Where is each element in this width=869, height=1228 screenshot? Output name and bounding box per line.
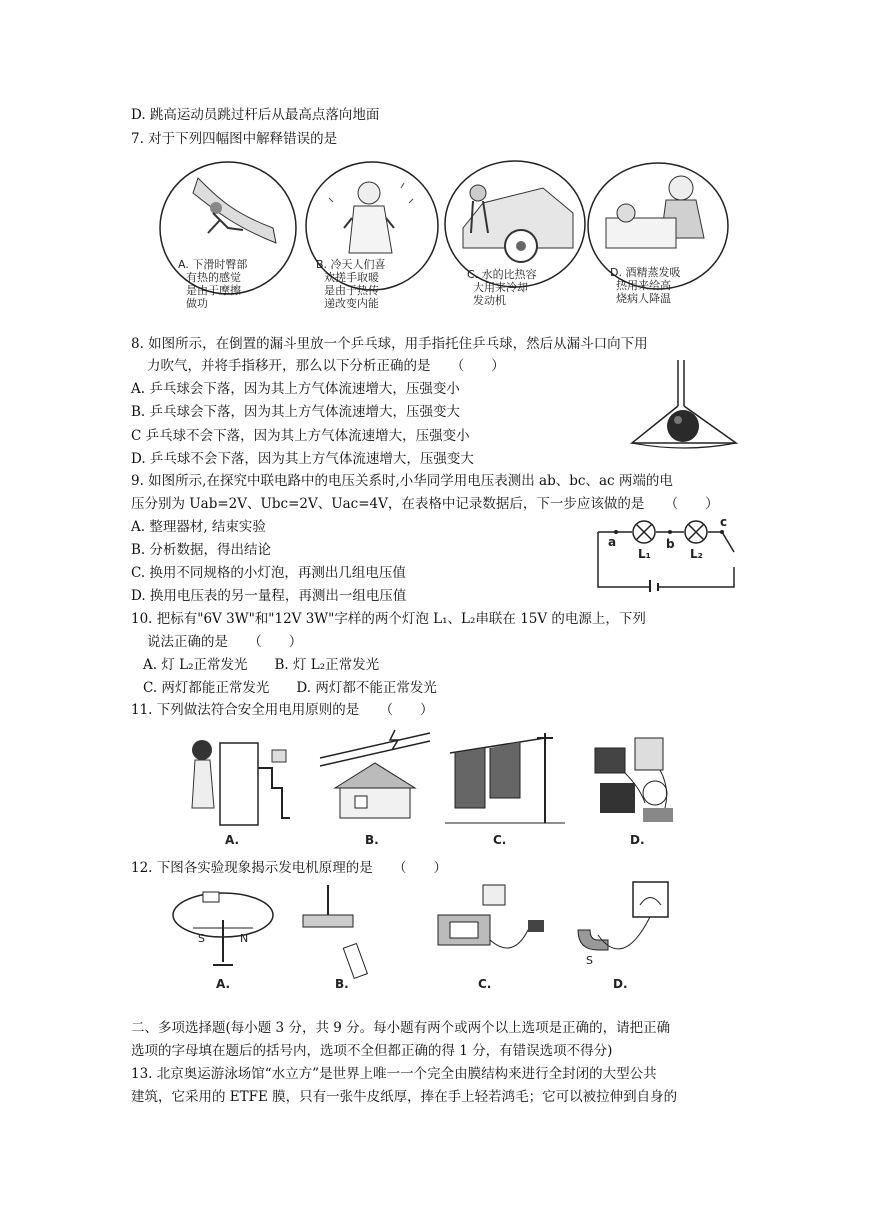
fig7-a-cap2: 有热的感觉	[186, 271, 241, 284]
svg-text:发动机	[473, 293, 506, 307]
svg-text:C.	[493, 833, 506, 847]
fig11-label-d: D.	[630, 833, 645, 847]
q8-option-b: B. 乒乓球会下落，因为其上方气体流速增大，压强变大	[131, 404, 461, 420]
svg-text:D.	[613, 977, 628, 991]
svg-text:c	[720, 515, 727, 529]
funnel-figure	[628, 358, 740, 453]
q9-option-b: B. 分析数据，得出结论	[131, 542, 272, 558]
option-d-line: D. 跳高运动员跳过杆后从最高点落向地面	[131, 107, 380, 123]
svg-text:S	[198, 932, 205, 945]
fig11-a-fridge	[192, 740, 290, 847]
svg-text:是由于摩擦	[186, 283, 241, 297]
figure-11	[180, 728, 700, 850]
fig7-b-cap2: 欢搓手取暖	[324, 271, 379, 284]
question-13-line2: 建筑，它采用的 ETFE 膜，只有一张牛皮纸厚，捧在手上轻若鸿毛；它可以被拉伸到自身的	[131, 1089, 678, 1105]
fig7-b-hands	[306, 162, 438, 308]
question-10-line2: 说法正确的是 （ ）	[147, 634, 303, 650]
q9-option-d: D. 换用电压表的另一量程，再测出一组电压值	[131, 588, 407, 604]
fig7-d-cap1: D. 酒精蒸发吸	[610, 266, 681, 279]
question-9-line2: 压分别为 Uab=2V、Ubc=2V、Uac=4V，在表格中记录数据后，下一步应该做的是 （ ）	[131, 496, 719, 512]
fig7-a-slide	[160, 162, 296, 308]
svg-text:b	[666, 537, 675, 551]
svg-text:L₁	[638, 547, 651, 561]
fig11-c-laundry	[445, 733, 565, 847]
svg-text:B.	[365, 833, 379, 847]
node-b: b	[666, 537, 675, 551]
fig12-a-s: S	[198, 932, 205, 945]
q10-options-cd: C. 两灯都能正常发光 D. 两灯都不能正常发光	[143, 680, 437, 696]
fig12-label-b: B.	[335, 977, 349, 991]
svg-text:大用来冷却	[473, 280, 528, 294]
fig12-a-n: N	[240, 932, 249, 945]
svg-text:是由于热传	[324, 283, 379, 297]
fig7-b-cap4: 递改变内能	[324, 297, 379, 308]
fig11-label-b: B.	[365, 833, 379, 847]
fig7-a-cap1: A. 下滑时臀部	[178, 258, 248, 271]
fig11-label-a: A.	[225, 833, 240, 847]
svg-text:递改变内能	[324, 296, 379, 308]
svg-text:A.	[225, 833, 239, 847]
fig7-a-cap3: 是由于摩擦	[186, 284, 241, 297]
fig7-c-cap2: 大用来冷却	[473, 281, 528, 294]
circuit-figure	[592, 512, 742, 592]
svg-text:A.	[216, 977, 230, 991]
question-13-line1: 13. 北京奥运游泳场馆“水立方”是世界上唯一一个完全由膜结构来进行全封闭的大型公共	[131, 1066, 657, 1082]
svg-text:S	[586, 954, 593, 967]
svg-text:烧病人降温	[616, 291, 671, 305]
q8-option-c: C 乒乓球不会下落，因为其上方气体流速增大，压强变小	[131, 428, 470, 444]
fig7-d-cap2: 热用来给高	[616, 279, 671, 292]
svg-text:做功	[186, 296, 208, 308]
svg-text:欢搓手取暖	[324, 270, 379, 284]
fig12-a-compass	[173, 892, 273, 991]
svg-text:a	[608, 535, 616, 549]
question-10-line1: 10. 把标有"6V 3W"和"12V 3W"字样的两个灯泡 L₁、L₂串联在 15V 的电源上，下列	[131, 611, 646, 627]
fig7-c-cap3: 发动机	[473, 294, 506, 307]
fig11-label-c: C.	[493, 833, 507, 847]
q8-option-a: A. 乒乓球会下落，因为其上方气体流速增大，压强变小	[131, 381, 460, 397]
figure-12	[168, 880, 688, 995]
fig7-c-cap1: C. 水的比热容	[467, 268, 537, 281]
fig7-d-patient	[588, 163, 728, 305]
lamp-l2-label: L₂	[690, 547, 703, 561]
svg-text:D. 酒精蒸发吸	[610, 265, 680, 279]
fig7-c-car	[445, 161, 585, 307]
svg-text:A. 下滑时臀部	[178, 257, 247, 271]
svg-text:C. 水的比热容	[467, 267, 537, 281]
svg-text:B.	[335, 977, 349, 991]
q10-options-ab: A. 灯 L₂正常发光 B. 灯 L₂正常发光	[143, 657, 380, 673]
fig7-a-cap4: 做功	[186, 297, 208, 308]
question-11: 11. 下列做法符合安全用电用原则的是 （ ）	[131, 702, 434, 718]
figure-7	[158, 158, 738, 308]
q9-option-c: C. 换用不同规格的小灯泡，再测出几组电压值	[131, 565, 406, 581]
svg-text:N	[240, 932, 248, 945]
lamp-l1-label: L₁	[638, 547, 651, 561]
q9-option-a: A. 整理器材, 结束实验	[131, 519, 266, 535]
fig12-d-s: S	[586, 954, 593, 967]
fig12-c-generator	[438, 885, 544, 991]
svg-text:B. 冷天人们喜	[316, 257, 386, 271]
fig12-label-d: D.	[613, 977, 628, 991]
question-8-line2: 力吹气，并将手指移开，那么以下分析正确的是 （ ）	[147, 358, 505, 374]
svg-text:有热的感觉	[186, 270, 241, 284]
fig11-b-house	[320, 730, 430, 847]
fig11-d-appliances	[595, 738, 673, 847]
section-2-heading: 二、多项选择题(每小题 3 分，共 9 分。每小题有两个或两个以上选项是正确的，请把正确	[131, 1020, 671, 1036]
q8-option-d: D. 乒乓球不会下落，因为其上方气体流速增大，压强变大	[131, 451, 474, 467]
fig7-b-cap3: 是由于热传	[324, 284, 379, 297]
section-2-instructions: 选项的字母填在题后的括号内，选项不全但都正确的得 1 分，有错误选项不得分)	[131, 1043, 613, 1059]
question-9-line1: 9. 如图所示,在探究中联电路中的电压关系时,小华同学用电压表测出 ab、bc、ac 两端的电	[131, 473, 673, 489]
fig12-label-c: C.	[478, 977, 492, 991]
svg-text:D.	[630, 833, 645, 847]
svg-text:L₂	[690, 547, 703, 561]
fig12-label-a: A.	[216, 977, 231, 991]
fig7-b-cap1: B. 冷天人们喜	[316, 258, 386, 271]
svg-text:C.	[478, 977, 491, 991]
question-7: 7. 对于下列四幅图中解释错误的是	[131, 131, 338, 147]
node-a: a	[608, 535, 617, 549]
svg-text:热用来给高	[616, 278, 671, 292]
fig12-b-wire	[303, 885, 367, 991]
node-c: c	[720, 515, 728, 529]
fig7-d-cap3: 烧病人降温	[616, 292, 671, 305]
question-8-line1: 8. 如图所示，在倒置的漏斗里放一个乒乓球，用手指托住乒乓球，然后从漏斗口向下用	[131, 336, 648, 352]
question-12: 12. 下图各实验现象揭示发电机原理的是 （ ）	[131, 860, 448, 876]
fig12-d-galvanometer	[578, 882, 668, 991]
